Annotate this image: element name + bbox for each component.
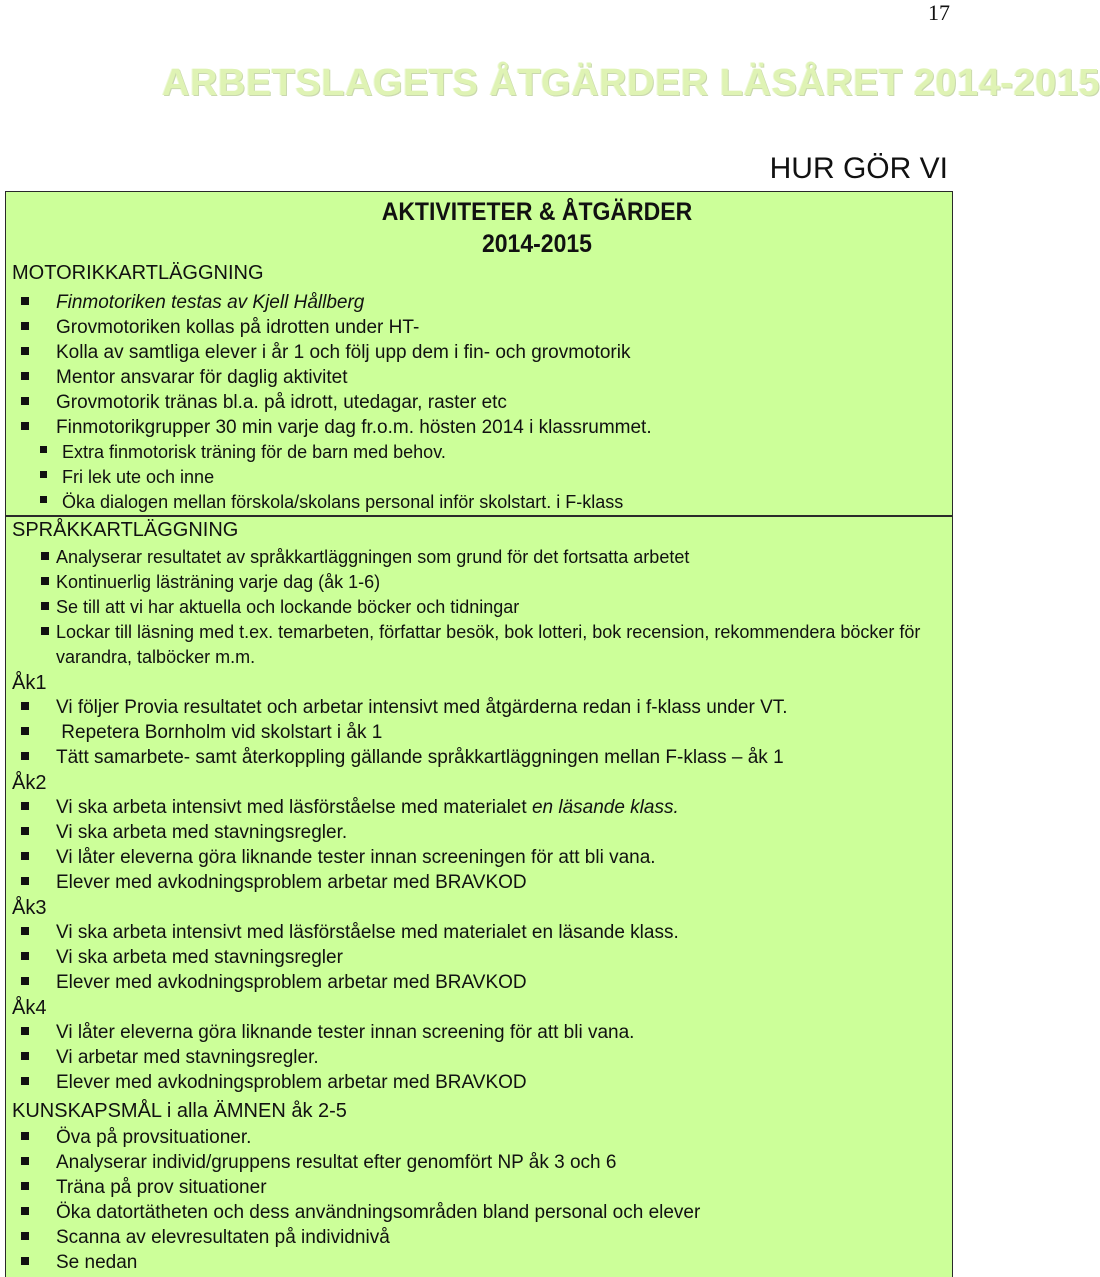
bullet-icon: [21, 347, 29, 355]
bullet-icon: [21, 372, 29, 380]
side-label: HUR GÖR VI: [769, 152, 948, 185]
bullet-icon: [21, 927, 29, 935]
box-title: AKTIVITETER & ÅTGÄRDER: [381, 198, 693, 226]
bullet-icon: [40, 446, 47, 453]
bullet-icon: [21, 977, 29, 985]
bullet-icon: [21, 1052, 29, 1060]
bullet-icon: [21, 852, 29, 860]
bullet-icon: [21, 827, 29, 835]
bullet-icon: [41, 627, 49, 635]
bullet-icon: [21, 297, 29, 305]
bullet-icon: [21, 1077, 29, 1085]
section-heading-ak2: Åk2: [12, 772, 47, 794]
bullet-icon: [21, 1132, 29, 1140]
bullet-icon: [40, 471, 47, 478]
bullet-icon: [21, 1027, 29, 1035]
bullet-icon: [21, 322, 29, 330]
section-heading-sprak: SPRÅKKARTLÄGGNING: [12, 519, 239, 541]
motorik-box: AKTIVITETER & ÅTGÄRDER 2014-2015 MOTORIKKARTLÄGGNING Finmotoriken testas av Kjell Hållberg Grovmotoriken kollas på idrotten under HT- Kolla av samtliga elever i år 1 och följ upp dem i fin- och grovmotorik Mentor ansvarar för daglig aktivitet Grovmotorik tränas bl.a. på idrott, utedagar, raster etc Finmotorikgrupper 30 min varje dag fr.o.m. hösten 2014 i klassrummet. Extra finmotorisk träning för de barn med behov. Fri lek ute och inne Öka dialogen mellan förskola/skolans personal inför skolstart. i F-klass: [5, 191, 953, 516]
bullet-icon: [21, 877, 29, 885]
bullet-icon: [41, 552, 49, 560]
bullet-icon: [21, 952, 29, 960]
bullet-icon: [21, 422, 29, 430]
bullet-icon: [41, 602, 49, 610]
bullet-icon: [21, 727, 29, 735]
bullet-icon: [21, 752, 29, 760]
bullet-icon: [21, 1257, 29, 1265]
section-heading-motorik: MOTORIKKARTLÄGGNING: [12, 262, 264, 284]
bullet-icon: [40, 496, 47, 503]
bullet-icon: [21, 802, 29, 810]
page-number: 17: [928, 0, 950, 25]
bullet-icon: [41, 577, 49, 585]
section-heading-ak4: Åk4: [12, 997, 47, 1019]
bullet-icon: [21, 1182, 29, 1190]
list-item-continuation: varandra, talböcker m.m.: [56, 647, 256, 667]
bullet-icon: [21, 1207, 29, 1215]
bullet-icon: [21, 397, 29, 405]
section-heading-ak3: Åk3: [12, 897, 47, 919]
bullet-icon: [21, 702, 29, 710]
box-subtitle: 2014-2015: [481, 230, 592, 258]
bullet-icon: [21, 1157, 29, 1165]
sprak-box: SPRÅKKARTLÄGGNING Analyserar resultatet av språkkartläggningen som grund för det fortsatta arbetet Kontinuerlig lästräning varje dag (åk 1-6) Se till att vi har aktuella och lockande böcker och tidningar Lockar till läsning med t.ex. temarbeten, författar besök, bok lotteri, bok recension, rekommendera böcker för varandra, talböcker m.m. Åk1 Vi följer Provia resultatet och arbetar intensivt med åtgärderna redan i f-klass under VT. Repetera Bornholm vid skolstart i åk 1 Tätt samarbete- samt återkoppling gällande språkkartläggningen mellan F-klass – åk 1 Åk2 Vi ska arbeta intensivt med läsförståelse med materialet en läsande klass. Vi ska arbeta med stavningsregler. Vi låter eleverna göra liknande tester innan screeningen för att bli vana. Elever med avkodningsproblem arbetar med BRAVKOD Åk3 Vi ska arbeta intensivt med läsförståelse med materialet en läsande klass. Vi ska arbeta med stavningsregler Elever med avkodningsproblem arbetar med BRAVKOD Åk4 Vi låter eleverna göra liknande tester innan screening för att bli vana. Vi arbetar med stavningsregler. Elever med avkodningsproblem arbetar med BRAVKOD KUNSKAPSMÅL i alla ÄMNEN åk 2-5 Öva på provsituationer. Analyserar individ/gruppens resultat efter genomfört NP åk 3 och 6 Träna på prov situationer Öka datortätheten och dess användningsområden bland personal och elever Scanna av elevresultaten på individnivå Se nedan: [5, 516, 953, 1277]
section-heading-ak1: Åk1: [12, 672, 47, 694]
page-heading: ARBETSLAGETS ÅTGÄRDER LÄSÅRET 2014-2015: [162, 62, 1100, 104]
bullet-icon: [21, 1232, 29, 1240]
section-heading-kunskap: KUNSKAPSMÅL i alla ÄMNEN åk 2-5: [12, 1100, 347, 1122]
